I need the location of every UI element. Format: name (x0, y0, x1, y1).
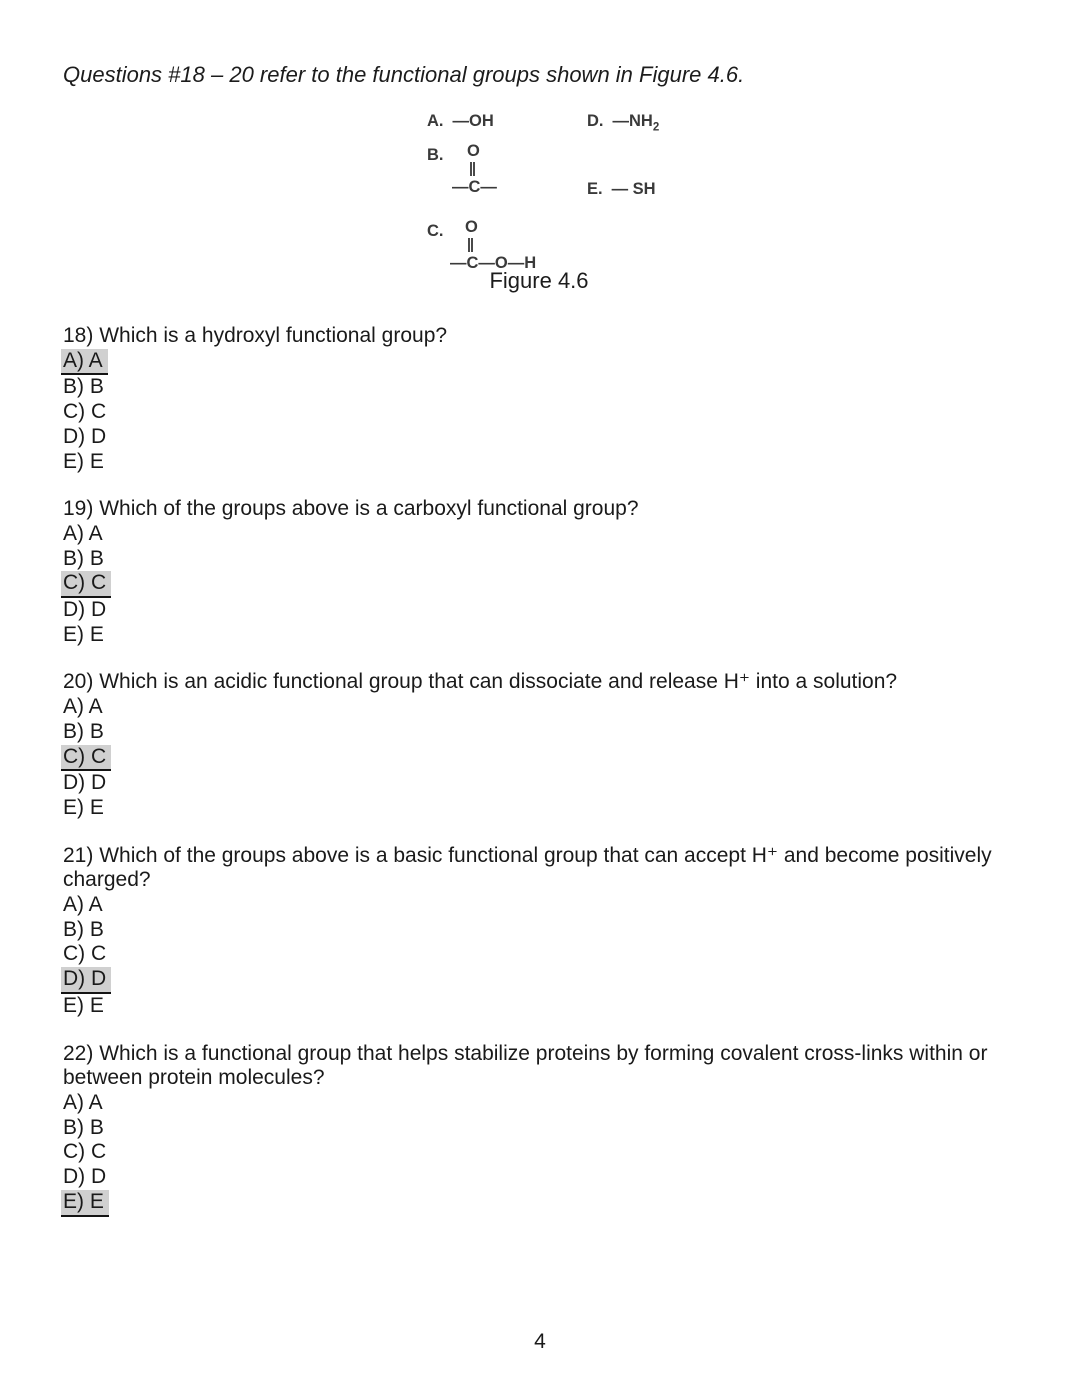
question-18 (63, 324, 1038, 474)
answer-option (63, 745, 1038, 772)
answer-option (63, 1190, 1038, 1217)
question-text (63, 1042, 1038, 1091)
option-label: E) E (63, 993, 104, 1017)
group-d-label: D. (587, 112, 604, 130)
answer-option (63, 400, 1038, 425)
answer-option (63, 967, 1038, 994)
option-label: C) C (61, 745, 111, 772)
carbon-chain: —C—O—H (450, 254, 537, 272)
option-label: E) E (61, 1190, 109, 1217)
answer-option (63, 450, 1038, 475)
page-number: 4 (534, 1330, 546, 1353)
page-intro: Questions #18 – 20 refer to the functional groups shown in Figure 4.6. (63, 62, 745, 87)
answer-option (63, 893, 1038, 918)
double-bond-icon (470, 162, 475, 176)
option-label: A) A (63, 893, 103, 917)
option-label: D) D (61, 967, 111, 994)
double-bond-icon (468, 238, 473, 252)
group-a-label: A. (427, 112, 444, 130)
answer-option (63, 349, 1038, 376)
figure-group-e (587, 180, 656, 199)
question-number: 22) (63, 1041, 94, 1065)
option-label: E) E (63, 795, 104, 819)
option-label: C) C (61, 571, 111, 598)
answer-option (63, 1165, 1038, 1190)
question-text (63, 844, 1038, 893)
option-label: B) B (63, 1115, 104, 1139)
question-text (63, 497, 1038, 522)
answer-option (63, 695, 1038, 720)
answer-option (63, 598, 1038, 623)
option-label: C) C (63, 1140, 107, 1164)
question-prompt: Which is a functional group that helps stabilize proteins by forming covalent cross-links within or between protein molecules? (63, 1041, 988, 1090)
oxygen-atom: O (467, 142, 480, 160)
option-label: E) E (63, 622, 104, 646)
option-label: E) E (63, 449, 104, 473)
group-d-formula (613, 112, 660, 133)
option-label: A) A (61, 349, 108, 376)
answer-option (63, 1140, 1038, 1165)
answer-option (63, 522, 1038, 547)
option-label: B) B (63, 546, 104, 570)
group-d-subscript: 2 (652, 121, 660, 134)
question-prompt: Which is an acidic functional group that can dissociate and release H⁺ into a solution? (99, 670, 898, 694)
option-label: D) D (63, 598, 107, 622)
group-a-formula: —OH (452, 112, 494, 130)
answer-option (63, 918, 1038, 943)
answer-option (63, 942, 1038, 967)
option-label: D) D (63, 1165, 107, 1189)
figure-4-6 (63, 88, 1038, 308)
option-label: D) D (63, 771, 107, 795)
question-text (63, 324, 1038, 349)
option-label: C) C (63, 400, 107, 424)
question-21 (63, 844, 1038, 1019)
option-label: A) A (63, 1090, 103, 1114)
answer-option (63, 571, 1038, 598)
question-number: 21) (63, 843, 94, 867)
question-number: 20) (63, 670, 94, 694)
group-c-label: C. (427, 222, 444, 240)
question-20 (63, 670, 1038, 820)
carbon-chain: —C— (452, 178, 497, 196)
group-b-structure (452, 142, 497, 196)
answer-option (63, 796, 1038, 821)
answer-option (63, 425, 1038, 450)
group-e-formula: — SH (611, 180, 656, 198)
group-c-structure (450, 218, 536, 272)
answer-option (63, 375, 1038, 400)
figure-group-b (427, 146, 444, 165)
figure-group-c (427, 222, 444, 241)
answer-option (63, 623, 1038, 648)
questions-section (63, 324, 1038, 1217)
group-d-formula-main: —NH (612, 112, 653, 130)
answer-option (63, 771, 1038, 796)
group-e-label: E. (587, 180, 603, 198)
question-22 (63, 1042, 1038, 1217)
option-label: B) B (63, 917, 104, 941)
group-b-label: B. (427, 146, 444, 164)
answer-option (63, 994, 1038, 1019)
question-prompt: Which of the groups above is a carboxyl functional group? (99, 497, 639, 521)
option-label: B) B (63, 375, 104, 399)
figure-caption: Figure 4.6 (489, 268, 589, 293)
option-label: A) A (63, 521, 103, 545)
answer-option (63, 720, 1038, 745)
option-label: D) D (63, 424, 107, 448)
option-label: B) B (63, 719, 104, 743)
question-prompt: Which is a hydroxyl functional group? (99, 324, 448, 347)
question-text (63, 670, 1038, 695)
oxygen-atom: O (465, 218, 478, 236)
figure-group-a (427, 112, 494, 131)
question-19 (63, 497, 1038, 647)
answer-option (63, 547, 1038, 572)
question-number: 19) (63, 497, 94, 521)
answer-option (63, 1116, 1038, 1141)
option-label: C) C (63, 942, 107, 966)
option-label: A) A (63, 695, 103, 719)
figure-group-d (587, 112, 659, 133)
question-prompt: Which of the groups above is a basic functional group that can accept H⁺ and become positively charged? (63, 843, 992, 892)
question-number: 18) (63, 324, 94, 347)
answer-option (63, 1091, 1038, 1116)
